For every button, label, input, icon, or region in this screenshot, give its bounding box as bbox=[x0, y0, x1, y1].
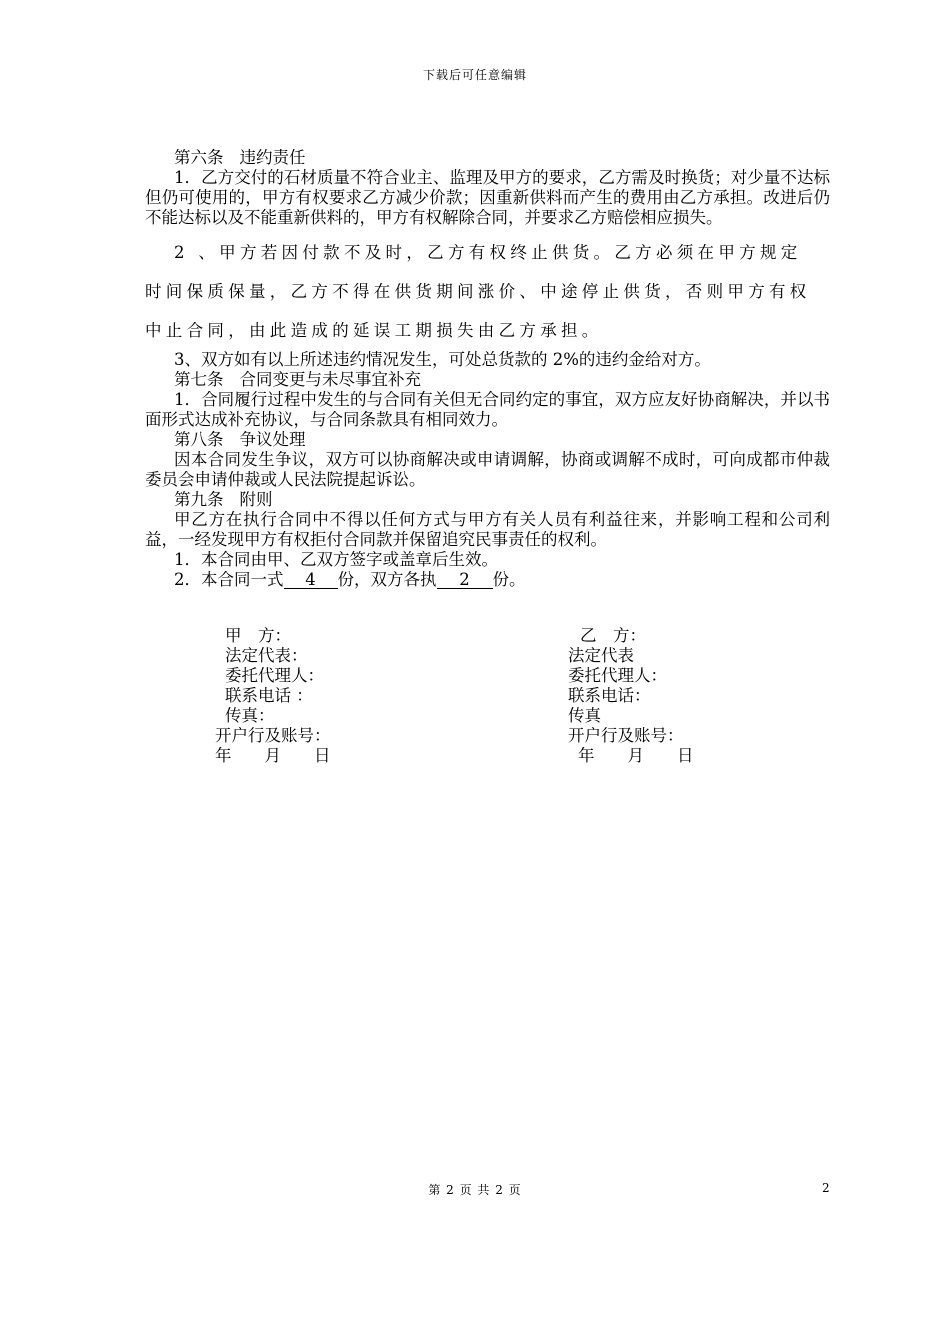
party-b-signature-block bbox=[568, 626, 694, 766]
party-b-agent: 委托代理人： bbox=[568, 666, 667, 685]
article-7-title bbox=[145, 370, 830, 390]
party-a-bank-account: 开户行及账号： bbox=[215, 726, 331, 745]
party-a-legal-rep: 法定代表： bbox=[225, 646, 308, 665]
party-b-bank-account: 开户行及账号： bbox=[568, 726, 684, 745]
party-a-phone: 联系电话 ： bbox=[225, 686, 313, 705]
article-6-clause-3: 3、双方如有以上所述违约情况发生，可处总货款的 2%的违约金给对方。 bbox=[174, 350, 711, 369]
article-6-clause-2-line-1: 2 、甲方若因付款不及时，乙方有权终止供货。乙方必须在甲方规定 bbox=[174, 243, 802, 262]
article-8-number: 第八条 bbox=[174, 430, 224, 449]
article-8-title bbox=[145, 430, 830, 450]
article-8-heading: 争议处理 bbox=[239, 430, 306, 449]
page-header: 下载后可任意编辑 bbox=[422, 68, 527, 82]
article-9-clause-2 bbox=[145, 570, 830, 590]
article-6-clause-2-line-2: 时间保质保量，乙方不得在供货期间涨价、中途停止供货，否则甲方有权 bbox=[145, 282, 811, 301]
article-6-number: 第六条 bbox=[174, 148, 224, 167]
party-b-date: 年 月 日 bbox=[578, 746, 694, 765]
page-number: 2 bbox=[822, 1181, 830, 1195]
party-b-legal-rep: 法定代表 bbox=[568, 646, 634, 665]
article-9-clause-intro: 甲乙方在执行合同中不得以任何方式与甲方有关人员有利益往来，并影响工程和公司利益，一经发现甲方有权拒付合同款并保留追究民事责任的权利。 bbox=[145, 510, 830, 549]
party-a-agent: 委托代理人： bbox=[225, 666, 324, 685]
copies-text-mid: 份，双方各执 bbox=[337, 570, 437, 589]
party-a-fax: 传真： bbox=[225, 706, 275, 725]
article-7-clause-1: 1．合同履行过程中发生的与合同有关但无合同约定的事宜，双方应友好协商解决，并以书面形式达成补充协议，与合同条款具有相同效力。 bbox=[145, 390, 830, 429]
contract-body bbox=[145, 148, 830, 590]
article-6-title bbox=[145, 148, 830, 168]
article-8-clause-1: 因本合同发生争议，双方可以协商解决或申请调解，协商或调解不成时，可向成都市仲裁委员会申请仲裁或人民法院提起诉讼。 bbox=[145, 450, 830, 489]
article-7-heading: 合同变更与未尽事宜补充 bbox=[239, 370, 421, 389]
article-7-number: 第七条 bbox=[174, 370, 224, 389]
party-a-signature-block bbox=[215, 626, 331, 766]
article-9-number: 第九条 bbox=[174, 490, 224, 509]
total-copies-blank: 4 bbox=[284, 571, 338, 589]
article-9-clause-1: 1．本合同由甲、乙双方签字或盖章后生效。 bbox=[174, 550, 498, 569]
party-b-title: 乙 方： bbox=[580, 626, 646, 645]
party-a-date: 年 月 日 bbox=[215, 746, 331, 765]
article-6-clause-1: 1．乙方交付的石材质量不符合业主、监理及甲方的要求，乙方需及时换货；对少量不达标但仍可使用的，甲方有权要求乙方减少价款；因重新供料而产生的费用由乙方承担。改进后仍不能达标以及不能重新供料的，甲方有权解除合同，并要求乙方赔偿相应损失。 bbox=[145, 168, 830, 227]
party-b-fax: 传真 bbox=[568, 706, 601, 725]
party-b-phone: 联系电话： bbox=[568, 686, 651, 705]
article-9-heading: 附则 bbox=[239, 490, 273, 509]
page-footer: 第 2 页 共 2 页 bbox=[428, 1183, 522, 1197]
copies-each-blank: 2 bbox=[437, 571, 493, 589]
article-6-clause-2-line-3: 中止合同，由此造成的延误工期损失由乙方承担。 bbox=[145, 321, 603, 340]
article-6-heading: 违约责任 bbox=[239, 148, 306, 167]
copies-text-pre: 2．本合同一式 bbox=[174, 570, 284, 589]
article-9-title bbox=[145, 490, 830, 510]
party-a-title: 甲 方： bbox=[225, 626, 291, 645]
copies-text-post: 份。 bbox=[492, 570, 526, 589]
